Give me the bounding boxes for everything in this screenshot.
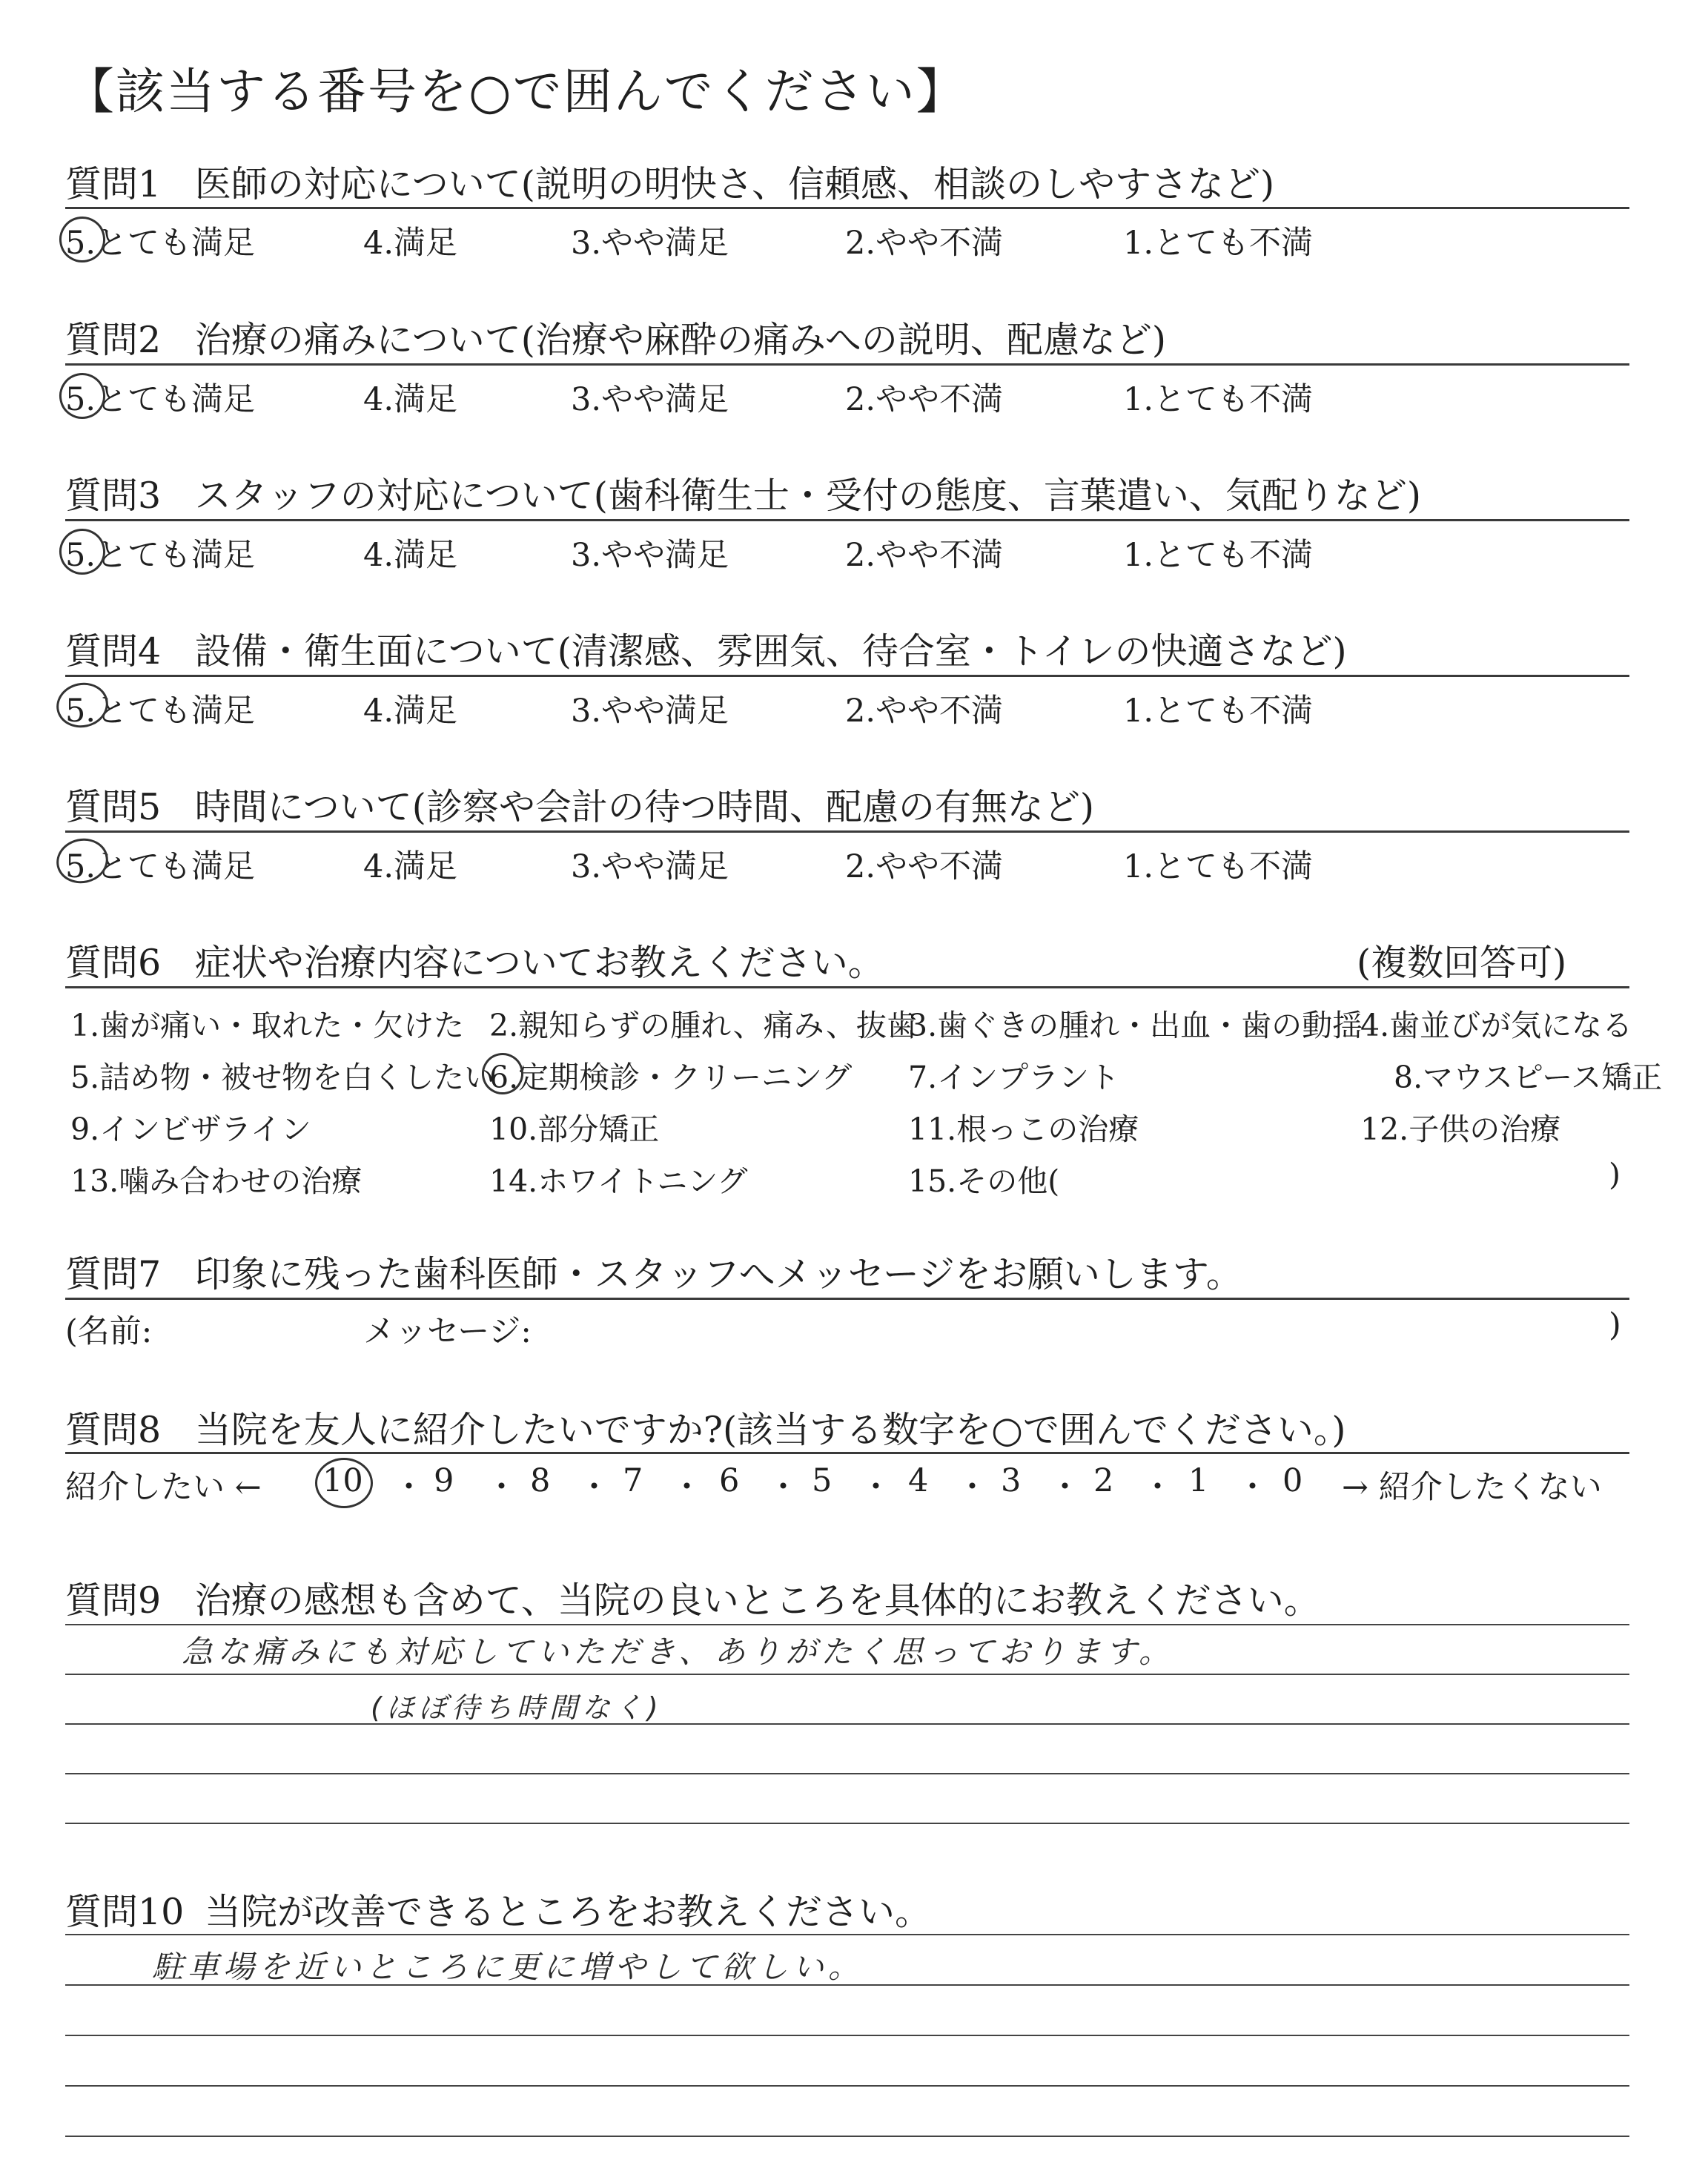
question-label: 質問7 [65, 1253, 162, 1295]
symptom-option-11[interactable]: 11.根っこの治療 [908, 1112, 1139, 1147]
symptom-option-3[interactable]: 3.歯ぐきの腫れ・出血・歯の動揺 [908, 1008, 1363, 1043]
answer-line [65, 1624, 1629, 1625]
question-4 [65, 623, 1347, 675]
question-5 [65, 779, 1094, 830]
option-4[interactable]: 4.満足 [363, 693, 458, 730]
question-text: スタッフの対応について(歯科衛生士・受付の態度、言葉遣い、気配りなど) [194, 475, 1422, 517]
option-3[interactable]: 3.やや満足 [571, 381, 729, 418]
question-text: 症状や治療内容についてお教えください。 [194, 942, 884, 984]
divider [65, 207, 1629, 209]
question-3 [65, 467, 1421, 519]
option-4[interactable]: 4.満足 [363, 537, 458, 574]
divider [65, 830, 1629, 833]
selection-circle [315, 1458, 373, 1508]
option-2[interactable]: 2.やや不満 [845, 381, 1004, 418]
question-text: 印象に残った歯科医師・スタッフへメッセージをお願いします。 [194, 1253, 1242, 1295]
scale-separator: ・ [578, 1469, 610, 1506]
scale-1[interactable]: 1 [1188, 1462, 1209, 1499]
question-label: 質問9 [65, 1579, 162, 1622]
scale-5[interactable]: 5 [812, 1462, 833, 1499]
option-4[interactable]: 4.満足 [363, 381, 458, 418]
scale-separator: ・ [671, 1469, 703, 1506]
scale-0[interactable]: 0 [1282, 1462, 1303, 1499]
option-1[interactable]: 1.とても不満 [1123, 848, 1314, 885]
option-2[interactable]: 2.やや不満 [845, 225, 1004, 262]
symptom-option-2[interactable]: 2.親知らずの腫れ、痛み、抜歯 [489, 1008, 918, 1043]
scale-2[interactable]: 2 [1093, 1462, 1114, 1499]
option-5[interactable]: 5.とても満足 [65, 537, 256, 574]
scale-8[interactable]: 8 [530, 1462, 551, 1499]
option-1[interactable]: 1.とても不満 [1123, 381, 1314, 418]
question-8 [65, 1401, 1346, 1453]
option-5[interactable]: 5.とても満足 [65, 225, 256, 262]
answer-line [65, 1723, 1629, 1725]
other-close-paren: ) [1609, 1157, 1621, 1192]
option-5[interactable]: 5.とても満足 [65, 693, 256, 730]
question-label: 質問4 [65, 630, 162, 673]
question-1 [65, 156, 1274, 208]
question-text: 当院を友人に紹介したいですか?(該当する数字を○で囲んでください。) [194, 1409, 1346, 1451]
question-label: 質問6 [65, 942, 162, 984]
divider [65, 519, 1629, 521]
question-text: 治療の痛みについて(治療や麻酔の痛みへの説明、配慮など) [194, 319, 1167, 361]
symptom-option-7[interactable]: 7.インプラント [908, 1060, 1120, 1095]
symptom-option-12[interactable]: 12.子供の治療 [1360, 1112, 1561, 1147]
question-label: 質問5 [65, 786, 162, 828]
divider [65, 363, 1629, 366]
symptom-option-1[interactable]: 1.歯が痛い・取れた・欠けた [70, 1008, 465, 1043]
option-1[interactable]: 1.とても不満 [1123, 537, 1314, 574]
option-2[interactable]: 2.やや不満 [845, 537, 1004, 574]
symptom-option-15[interactable]: 15.その他( [908, 1163, 1060, 1199]
multiple-answers-note: (複数回答可) [1357, 942, 1567, 984]
option-5[interactable]: 5.とても満足 [65, 848, 256, 885]
divider [65, 1452, 1629, 1454]
question-label: 質問2 [65, 319, 162, 361]
option-3[interactable]: 3.やや満足 [571, 537, 729, 574]
symptom-option-13[interactable]: 13.噛み合わせの治療 [70, 1163, 363, 1199]
question-label: 質問3 [65, 475, 162, 517]
answer-line [65, 2035, 1629, 2036]
question-text: 治療の感想も含めて、当院の良いところを具体的にお教えください。 [194, 1579, 1320, 1622]
scale-separator: ・ [486, 1469, 517, 1506]
symptom-option-8[interactable]: 8.マウスピース矯正 [1394, 1060, 1663, 1095]
answer-line [65, 1934, 1629, 1935]
question-label: 質問1 [65, 163, 162, 205]
handwritten-answer-good-points: 急な痛みにも対応していただき、ありがたく思っております。 [182, 1634, 1174, 1670]
question-label: 質問8 [65, 1409, 162, 1451]
option-2[interactable]: 2.やや不満 [845, 848, 1004, 885]
symptom-option-6[interactable]: 6.定期検診・クリーニング [489, 1060, 853, 1095]
question-10 [65, 1883, 931, 1935]
option-4[interactable]: 4.満足 [363, 225, 458, 262]
divider [65, 986, 1629, 988]
answer-line [65, 1823, 1629, 1824]
recommend-left-label: 紹介したい ← [65, 1469, 262, 1506]
symptom-option-10[interactable]: 10.部分矯正 [489, 1112, 660, 1147]
scale-6[interactable]: 6 [719, 1462, 740, 1499]
scale-10[interactable]: 10 [322, 1462, 363, 1499]
form-heading: 【該当する番号を○で囲んでください】 [65, 63, 967, 120]
question-9 [65, 1572, 1320, 1624]
scale-separator: ・ [1142, 1469, 1174, 1506]
symptom-option-14[interactable]: 14.ホワイトニング [489, 1163, 748, 1199]
handwritten-answer-insert: (ほぼ待ち時間なく) [371, 1691, 663, 1724]
option-1[interactable]: 1.とても不満 [1123, 225, 1314, 262]
question-text: 当院が改善できるところをお教えください。 [204, 1891, 931, 1933]
question-text: 設備・衛生面について(清潔感、雰囲気、待合室・トイレの快適さなど) [194, 630, 1347, 673]
answer-line [65, 1773, 1629, 1774]
symptom-option-9[interactable]: 9.インビザライン [70, 1112, 311, 1147]
answer-line [65, 1674, 1629, 1675]
question-2 [65, 311, 1166, 363]
scale-9[interactable]: 9 [434, 1462, 454, 1499]
option-1[interactable]: 1.とても不満 [1123, 693, 1314, 730]
scale-separator: ・ [860, 1469, 892, 1506]
scale-separator: ・ [1049, 1469, 1081, 1506]
message-close-paren: ) [1609, 1307, 1621, 1344]
question-7 [65, 1246, 1242, 1298]
question-text: 医師の対応について(説明の明快さ、信頼感、相談のしやすさなど) [194, 163, 1275, 205]
option-3[interactable]: 3.やや満足 [571, 848, 729, 885]
answer-line [65, 2085, 1629, 2087]
question-text: 時間について(診察や会計の待つ時間、配慮の有無など) [194, 786, 1095, 828]
option-3[interactable]: 3.やや満足 [571, 225, 729, 262]
scale-separator: ・ [1237, 1469, 1268, 1506]
symptom-option-4[interactable]: 4.歯並びが気になる [1360, 1008, 1633, 1043]
option-3[interactable]: 3.やや満足 [571, 693, 729, 730]
question-6 [65, 934, 884, 986]
handwritten-answer-improvement: 駐車場を近いところに更に増やして欲しい。 [152, 1949, 864, 1985]
name-label: (名前: [65, 1313, 153, 1350]
scale-3[interactable]: 3 [1001, 1462, 1022, 1499]
divider [65, 675, 1629, 677]
symptom-option-5[interactable]: 5.詰め物・被せ物を白くしたい [70, 1060, 495, 1095]
answer-line [65, 2136, 1629, 2137]
message-label: メッセージ: [363, 1313, 532, 1350]
question-label: 質問10 [65, 1891, 185, 1933]
scale-7[interactable]: 7 [623, 1462, 643, 1499]
recommend-right-label: → 紹介したくない [1342, 1469, 1602, 1506]
divider [65, 1298, 1629, 1300]
option-5[interactable]: 5.とても満足 [65, 381, 256, 418]
scale-4[interactable]: 4 [908, 1462, 929, 1499]
scale-separator: ・ [767, 1469, 799, 1506]
scale-separator: ・ [956, 1469, 988, 1506]
scale-separator: ・ [393, 1469, 425, 1506]
option-2[interactable]: 2.やや不満 [845, 693, 1004, 730]
option-4[interactable]: 4.満足 [363, 848, 458, 885]
